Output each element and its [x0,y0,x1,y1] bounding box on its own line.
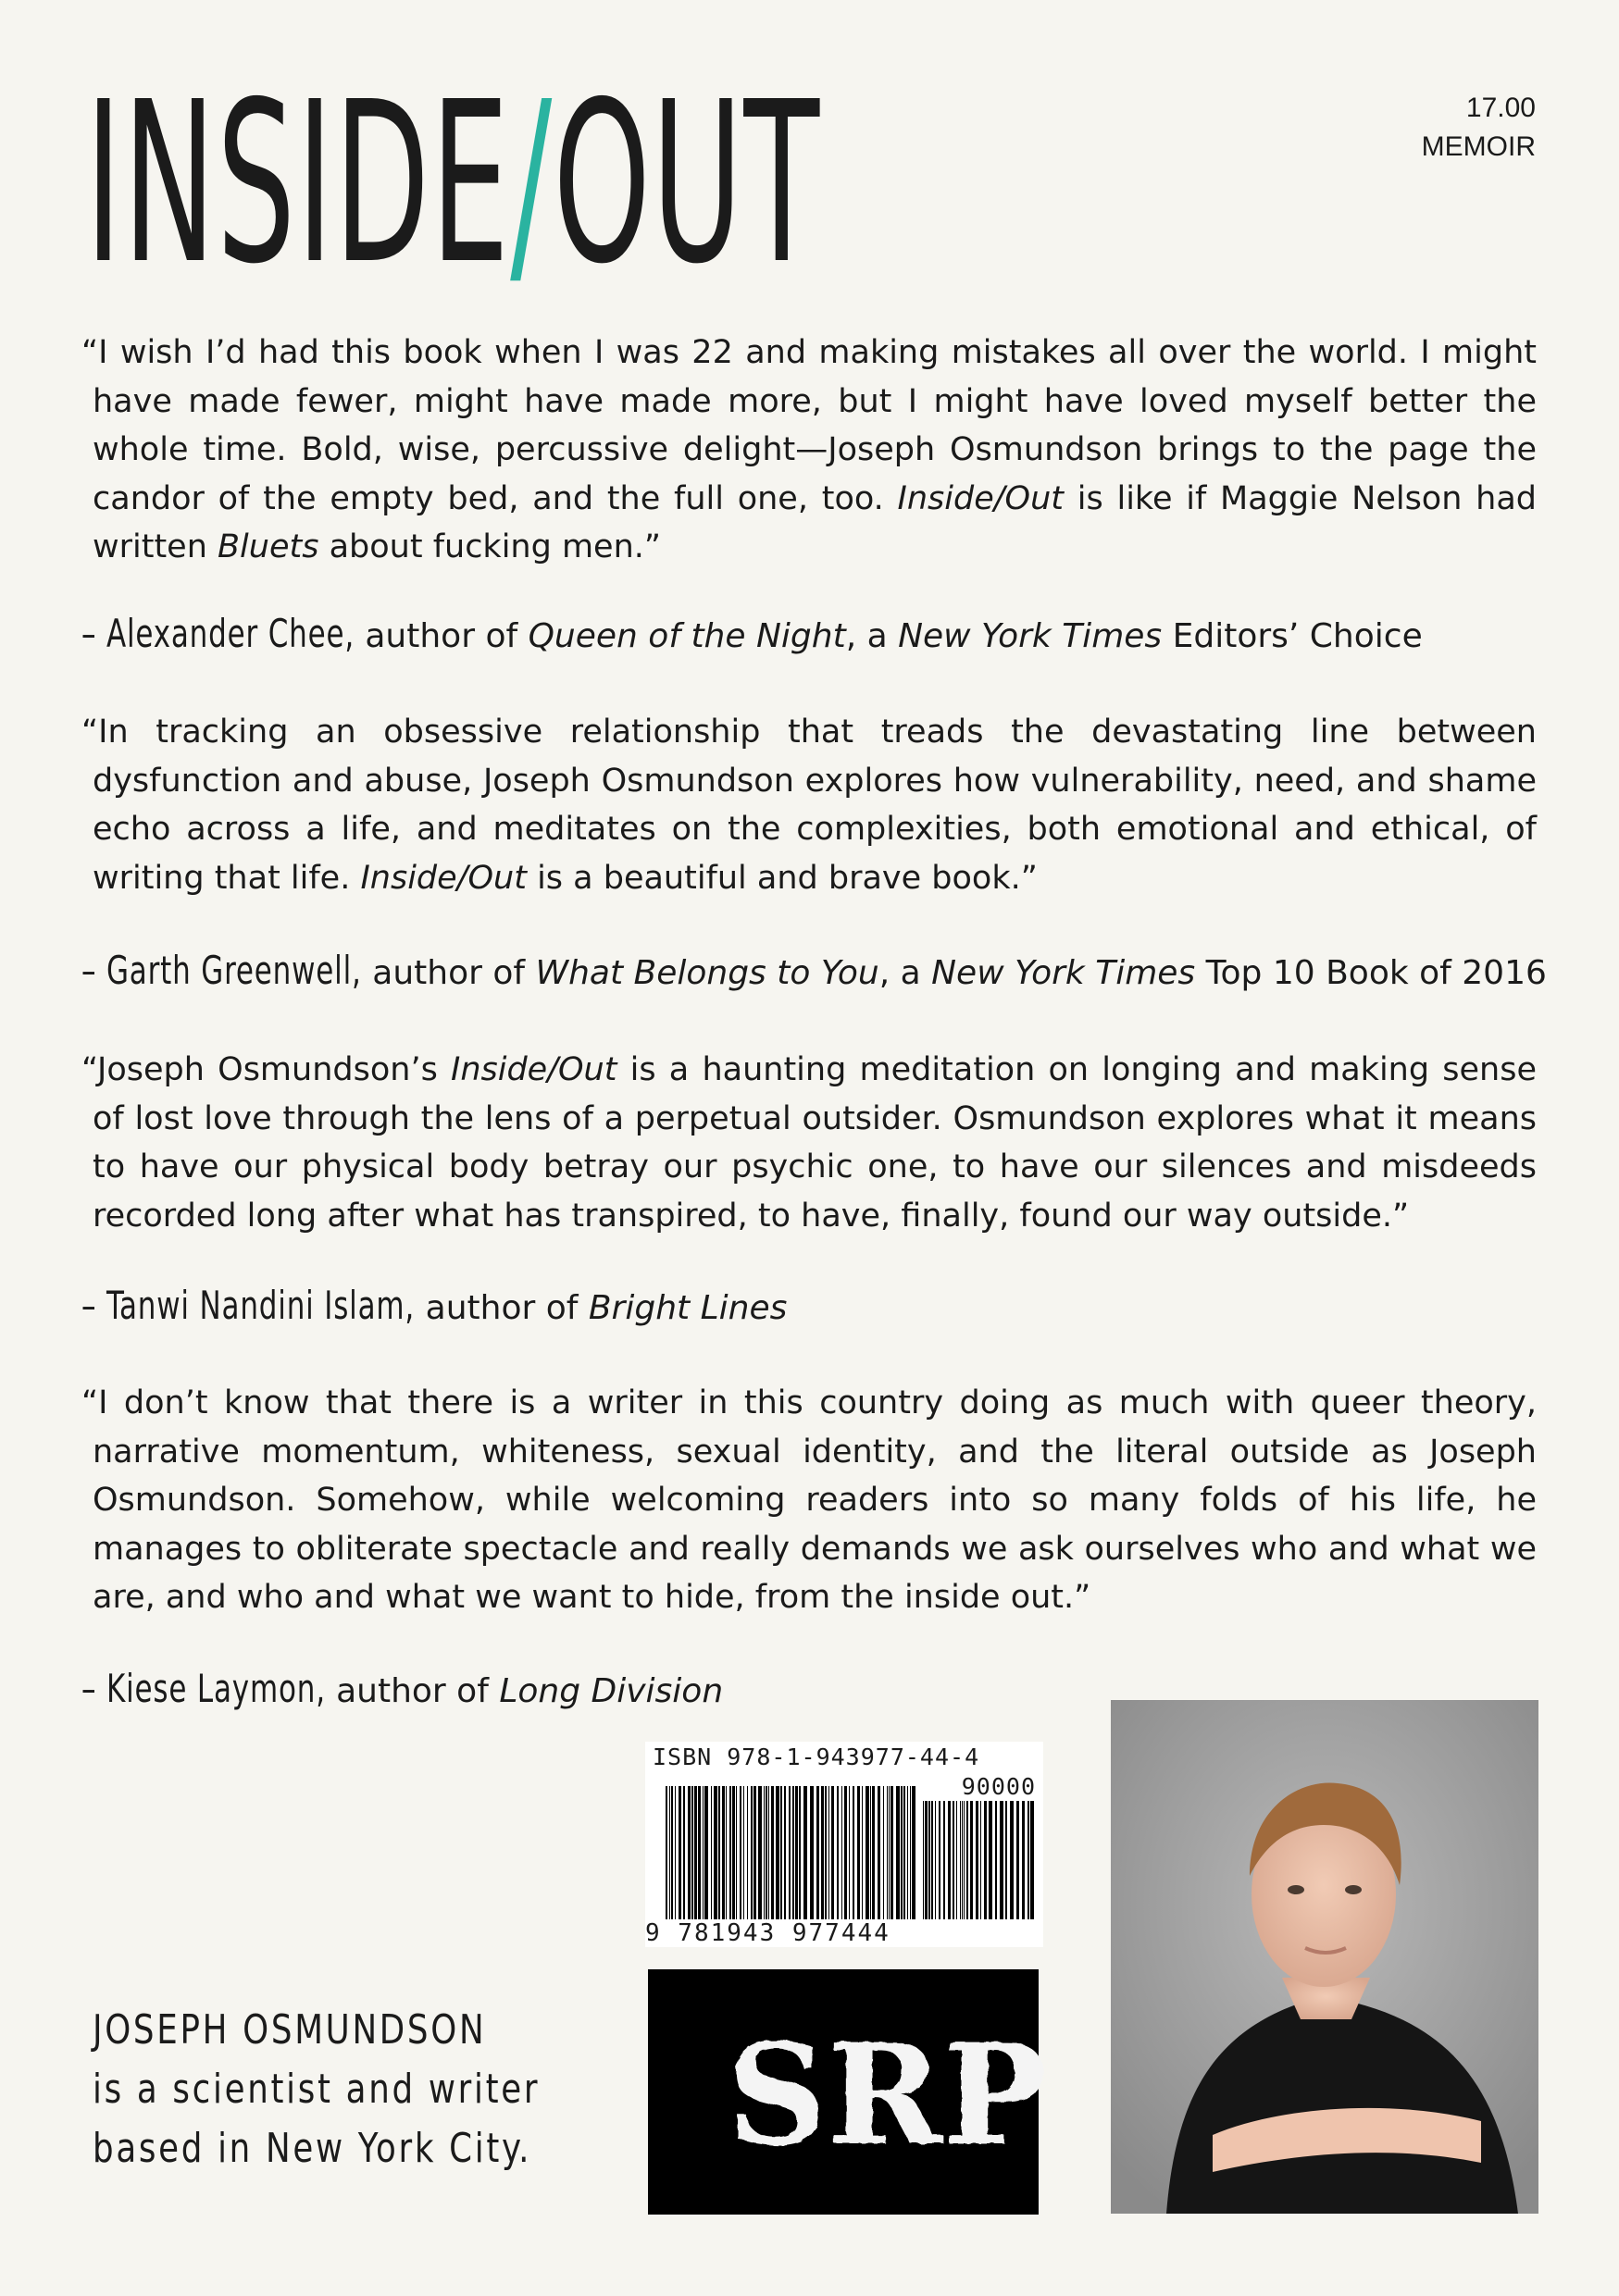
barcode-bar [912,1786,915,1919]
quote-text [81,1379,1537,1622]
barcode-bar [784,1786,786,1919]
barcode-bar [1000,1801,1003,1919]
price-code: 90000 [961,1773,1036,1800]
body-text: author of [354,617,529,655]
barcode-bar [925,1801,928,1919]
barcode-bar [870,1786,871,1919]
barcode-bar [729,1786,731,1919]
barcode-bar [849,1786,850,1919]
srp-logo-icon [723,2004,1047,2180]
barcode-bar [771,1786,774,1919]
barcode-bar [825,1786,827,1919]
italic-title-text: New York Times [931,954,1196,992]
barcode-bar [862,1786,863,1919]
italic-title-text: What Belongs to You [535,954,879,992]
barcode-bar [890,1786,893,1919]
blurb-attribution [81,611,1423,656]
barcode-bar [910,1786,911,1919]
book-title [85,54,821,313]
barcode-bar [928,1801,930,1919]
barcode-bar [889,1786,890,1919]
attribution-text [362,954,1547,992]
body-text: , a [878,954,932,992]
barcode-bar [883,1786,884,1919]
italic-title-text: New York Times [898,617,1163,655]
blurb-quote [81,1379,1537,1622]
italic-title-text: Long Division [499,1672,724,1710]
blurb-author-name: – Garth Greenwell, [81,948,362,993]
barcode-bar [970,1801,973,1919]
barcode-digits: 9 781943 977444 [645,1919,890,1947]
barcode-bar [764,1786,765,1919]
barcode-bar [711,1786,712,1919]
barcode-bar [792,1786,794,1919]
barcode-bar [956,1801,957,1919]
barcode-bar [789,1786,791,1919]
barcode-bar [722,1786,725,1919]
body-text: , a [845,617,899,655]
body-text: is a beautiful and brave book.” [526,859,1038,897]
barcode-bar [953,1801,954,1919]
blurb-quote [81,708,1537,902]
barcode-bar [995,1801,997,1919]
barcode-bar [966,1801,968,1919]
barcode-bar [821,1786,824,1919]
barcode-bar [703,1786,704,1919]
barcode-bar [960,1801,961,1919]
barcode-bar [931,1801,933,1919]
barcode-bar [989,1801,992,1919]
barcode-bar [887,1786,888,1919]
barcode-bar [1027,1801,1029,1919]
italic-title-text: Bluets [218,528,319,565]
publisher-logo [648,1969,1047,2215]
barcode-bar [984,1801,987,1919]
attribution-text [355,617,1423,655]
barcode-bar [853,1786,854,1919]
barcode-bar [903,1786,905,1919]
barcode-bar [666,1786,667,1919]
barcode-bar [828,1786,829,1919]
italic-title-text: Inside/Out [360,859,527,897]
barcode-bar [1022,1801,1025,1919]
barcode-bar [698,1786,701,1919]
barcode-bar [795,1786,798,1919]
blurb-author-name: – Alexander Chee, [81,611,355,656]
attribution-text [326,1672,724,1710]
barcode-bar [743,1786,744,1919]
title-inside: INSIDE [85,54,511,313]
barcode-bar [669,1786,670,1919]
barcode-bar [776,1786,779,1919]
barcode-bar [683,1786,685,1919]
barcode-bar [803,1786,807,1919]
barcode-bar [726,1786,727,1919]
barcode-bar [857,1786,860,1919]
barcode-bars [645,1742,1043,1947]
italic-title-text: Inside/Out [451,1051,617,1088]
srp-logo-text: SRP [727,2013,1047,2177]
blurb-quote [81,1046,1537,1240]
barcode-bar [844,1786,847,1919]
barcode-bar [923,1801,924,1919]
barcode-bar [866,1786,869,1919]
barcode-bar [691,1786,693,1919]
body-text: author of [361,954,536,992]
barcode-bar [948,1801,951,1919]
attribution-text [415,1289,787,1327]
category: MEMOIR [1421,131,1536,162]
author-photo [1111,1700,1538,2214]
barcode-bar [780,1786,782,1919]
barcode-bar [980,1801,981,1919]
barcode-bar [714,1786,717,1919]
barcode-bar [878,1786,880,1919]
body-text: “Joseph Osmundson’s [81,1051,451,1088]
barcode-bar [751,1786,753,1919]
quote-text [81,708,1537,902]
price-category-block [1422,89,1536,167]
blurb-author-name: – Tanwi Nandini Islam, [81,1283,416,1328]
barcode-bar [943,1801,945,1919]
barcode-bar [732,1786,735,1919]
barcode-bar [907,1786,908,1919]
italic-title-text: Bright Lines [588,1289,788,1327]
body-text: “I wish I’d had this book when I was 22 and making mistakes all over the world. I might have made fewer, might have made more, but I might have loved myself better the whole time. Bold, wise, percussive delight—Joseph Osmundson brings to the page the candor of the empty bed, and the full one, too. [81,334,1537,517]
body-text: about fucking men.” [318,528,662,565]
barcode-bar [831,1786,834,1919]
barcode-bar [841,1786,842,1919]
bio-name: JOSEPH OSMUNDSON [93,2006,487,2054]
isbn-number: ISBN 978-1-943977-44-4 [653,1744,980,1770]
barcode-bar [718,1786,720,1919]
blurb-attribution [81,1666,723,1711]
isbn-barcode [645,1742,1043,1947]
body-text: Top 10 Book of 2016 [1195,954,1547,992]
barcode-bar [939,1801,940,1919]
barcode-bar [758,1786,762,1919]
body-text: “In tracking an obsessive relationship that treads the devastating line between dysfunction and abuse, Joseph Osmundson explores how vulnerability, need, and shame echo across a life, and meditates on the complexities, both emotional and ethical, of writing that life. [81,714,1537,897]
barcode-bar [688,1786,691,1919]
barcode-bar [766,1786,767,1919]
barcode-bar [768,1786,769,1919]
barcode-bar [799,1786,801,1919]
barcode-bar [935,1801,936,1919]
barcode-bar [679,1786,681,1919]
bio-line-2: is a scientist and writer [93,2066,541,2113]
barcode-bar [964,1801,965,1919]
quote-text [81,1046,1537,1240]
author-bio [93,2001,540,2178]
barcode-bar [671,1786,673,1919]
barcode-bar [704,1786,708,1919]
barcode-bar [976,1801,978,1919]
barcode-bar [1005,1801,1007,1919]
title-slash: / [510,54,554,313]
title-out: OUT [553,54,821,313]
price: 17.00 [1465,93,1536,123]
body-text: author of [325,1672,500,1710]
barcode-bar [872,1786,875,1919]
barcode-bar [1010,1801,1014,1919]
barcode-bar [962,1801,963,1919]
blurb-attribution [81,1283,787,1328]
body-text: “I don’t know that there is a writer in this country doing as much with queer theory, narrative momentum, whiteness, sexual identity, and the literal outside as Joseph Osmundson. Somehow, while welcoming readers into so many folds of his life, he manages to obliterate spectacle and really demands we ask ourselves who and what we are, and who and what we want to hide, from the inside out.” [81,1384,1537,1616]
body-text: is a haunting meditation on longing and making sense of lost love through the lens of a perpetual outsider. Osmundson explores what it means to have our physical body betray our psychic one, to have our silences and misdeeds recorded long after what has transpired, to have, finally, found our way outside.” [93,1051,1537,1235]
quote-text [81,329,1537,572]
barcode-bar [753,1786,756,1919]
barcode-bar [1030,1801,1034,1919]
barcode-bar [837,1786,839,1919]
barcode-bar [896,1786,900,1919]
blurb-quote [81,329,1537,572]
barcode-bar [747,1786,748,1919]
barcode-bar [675,1786,676,1919]
italic-title-text: Queen of the Night [528,617,846,655]
barcode-bar [740,1786,741,1919]
bio-line-3: based in New York City. [93,2125,532,2172]
barcode-bar [736,1786,737,1919]
blurb-author-name: – Kiese Laymon, [81,1666,326,1711]
italic-title-text: Inside/Out [897,479,1065,517]
barcode-bar [810,1786,814,1919]
barcode-bar [816,1786,819,1919]
barcode-bar [901,1786,903,1919]
blurb-attribution [81,948,1547,993]
author-portrait-icon [1111,1700,1538,2214]
body-text: Editors’ Choice [1162,617,1423,655]
barcode-bar [694,1786,697,1919]
barcode-bar [1016,1801,1019,1919]
body-text: is like if Maggie Nelson had written [93,479,1538,565]
body-text: author of [415,1289,589,1327]
